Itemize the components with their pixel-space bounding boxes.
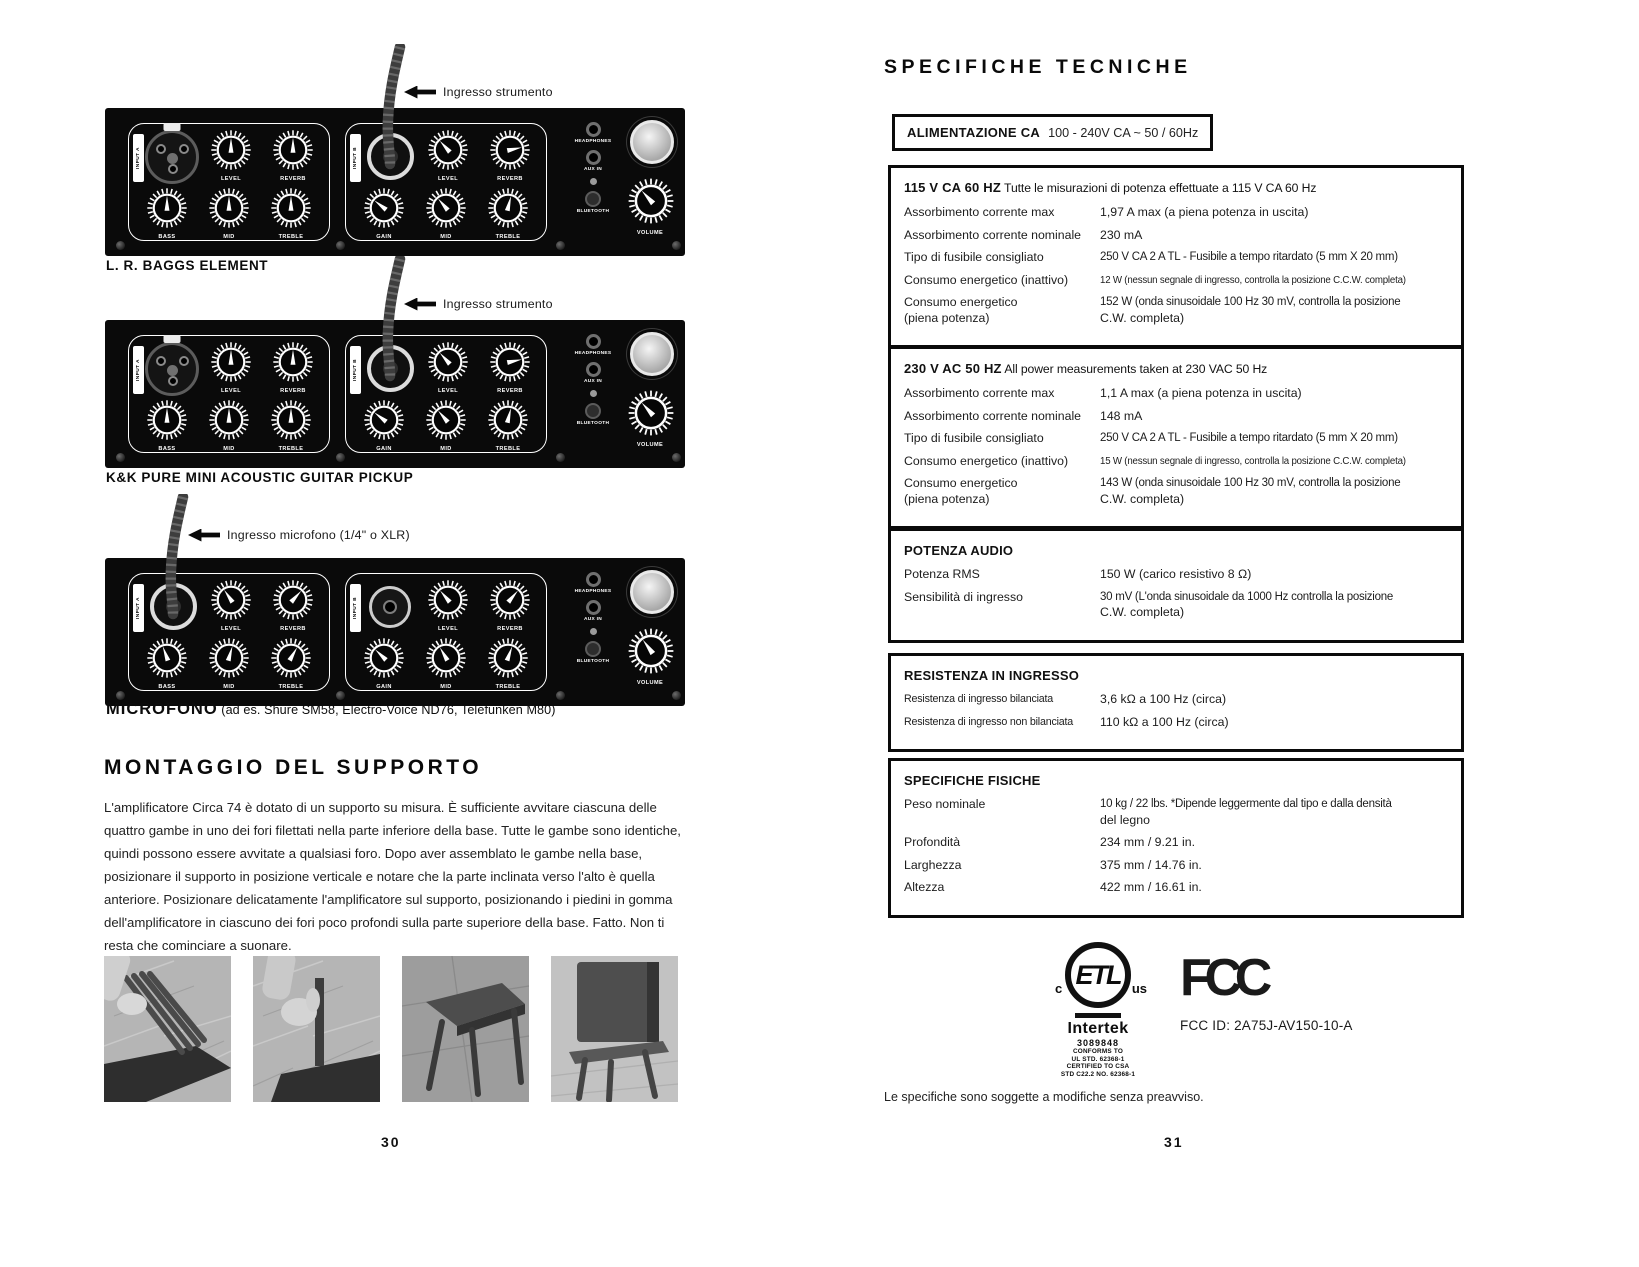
spec-row-label: Resistenza di ingresso bilanciata [904, 693, 1054, 705]
knob-bass [143, 186, 191, 240]
knob-label: MID [223, 684, 235, 690]
annotation-mic-input [188, 528, 410, 542]
spec-row-label: Resistenza di ingresso non bilanciata [904, 715, 1074, 728]
input-channel-label: INPUT B [350, 584, 361, 632]
knob-mid [205, 186, 253, 240]
spec-row-value: 152 W (onda sinusoidale 100 Hz 30 mV, controlla la posizione C.W. completa) [1100, 296, 1401, 325]
power-volume-controls [621, 116, 683, 236]
jack-bore [383, 361, 398, 376]
knob-label: TREBLE [495, 446, 521, 452]
panel-screw [116, 241, 125, 250]
spec-row-value: 110 kΩ a 100 Hz (circa) [1100, 714, 1229, 729]
knob-level [424, 128, 472, 182]
knob-mid [205, 398, 253, 452]
input-channel-label: INPUT A [133, 346, 144, 394]
spec-row-value: 250 V CA 2 A TL - Fusibile a tempo ritardato (5 mm X 20 mm) [1100, 251, 1398, 263]
knob-label: REVERB [280, 388, 306, 394]
bluetooth-led [590, 390, 597, 397]
quarter-inch-input-jack [369, 586, 411, 628]
spec-row [904, 205, 1448, 221]
knob-mid [205, 636, 253, 690]
spec-table-heading: POTENZA AUDIO [904, 543, 1014, 558]
input-jack-with-cable [367, 133, 414, 180]
knob-label: GAIN [376, 234, 392, 240]
knob-label: LEVEL [437, 626, 459, 632]
spec-row-label: Peso nominale [904, 797, 986, 811]
jack-bore [383, 149, 398, 164]
page-number-left: 30 [381, 1134, 401, 1150]
panel-screw [336, 453, 345, 462]
page-title-specifiche: SPECIFICHE TECNICHE [884, 56, 1192, 78]
power-button-light [630, 332, 674, 376]
panel-screw [556, 241, 565, 250]
panel-caption-3: MICROFONO (ad es. Shure SM58, Electro-Voice ND76, Telefunken M80) [106, 700, 556, 718]
jack-bore [383, 600, 397, 614]
spec-table-heading: 230 V AC 50 HZ All power measurements taken at 230 VAC 50 Hz [904, 361, 1268, 376]
headphones-label: HEADPHONES [574, 139, 612, 144]
spec-disclaimer: Le specifiche sono soggette a modifiche senza preavviso. [884, 1090, 1204, 1104]
annotation-instrument-input-2 [404, 297, 553, 311]
panel-caption-1: L. R. BAGGS ELEMENT [106, 258, 269, 273]
spec-row-label: Altezza [904, 880, 945, 894]
panel-screw [116, 453, 125, 462]
panel-screw [116, 691, 125, 700]
spec-table-heading: SPECIFICHE FISICHE [904, 773, 1041, 788]
bluetooth-label: BLUETOOTH [576, 421, 610, 426]
etl-divider [1075, 1013, 1121, 1018]
etl-brand: Intertek [1067, 1020, 1129, 1037]
spec-table-heading: RESISTENZA IN INGRESSO [904, 668, 1080, 683]
knob-label: REVERB [497, 388, 523, 394]
spec-row [904, 273, 1448, 289]
knob-label: MID [440, 684, 452, 690]
knob-label: MID [440, 234, 452, 240]
ac-power-value: 100 - 240V CA ~ 50 / 60Hz [1048, 126, 1199, 140]
jack-center [167, 365, 178, 376]
headphones-label: HEADPHONES [574, 589, 612, 594]
spec-row [904, 431, 1448, 447]
page-number-right: 31 [1164, 1134, 1184, 1150]
annotation-label: Ingresso microfono (1/4" o XLR) [227, 528, 410, 542]
knob-level [424, 340, 472, 394]
knob-label: TREBLE [495, 234, 521, 240]
knob-reverb [269, 340, 317, 394]
knob-label: MID [223, 234, 235, 240]
knob-gain [360, 636, 408, 690]
aux-controls [563, 122, 623, 220]
aux-in-jack [586, 600, 601, 615]
knob-label: TREBLE [495, 684, 521, 690]
input-jack-with-cable [150, 583, 197, 630]
amp-panel-microphone [105, 558, 685, 706]
xlr-pin-hole [156, 356, 166, 366]
spec-row-value: 230 mA [1100, 227, 1143, 242]
spec-row-value: 1,1 A max (a piena potenza in uscita) [1100, 386, 1302, 400]
knob-label: BASS [158, 684, 176, 690]
knob-reverb [269, 578, 317, 632]
headphones-label: HEADPHONES [574, 351, 612, 356]
spec-row-label: Profondità [904, 835, 961, 849]
knob-mid [422, 186, 470, 240]
spec-row-label: Larghezza [904, 857, 962, 872]
etl-logo-icon: ETL c us [1065, 942, 1131, 1008]
fcc-id-text: FCC ID: 2A75J-AV150-10-A [1180, 1018, 1353, 1033]
channel-group-b [345, 123, 547, 241]
power-button-light [630, 120, 674, 164]
etl-standards-text [1040, 1048, 1156, 1078]
spec-row [904, 880, 1448, 896]
aux-controls [563, 572, 623, 670]
spec-row [904, 567, 1448, 583]
knob-label: BASS [158, 446, 176, 452]
panel-caption-2: K&K PURE MINI ACOUSTIC GUITAR PICKUP [106, 470, 414, 485]
knob-label: GAIN [376, 684, 392, 690]
knob-label: MID [440, 446, 452, 452]
spec-row [904, 250, 1448, 266]
knob-treble [267, 398, 315, 452]
power-button-light [630, 570, 674, 614]
spec-row [904, 409, 1448, 425]
spec-table-115v [888, 165, 1464, 348]
aux-in-label: AUX IN [583, 167, 603, 172]
spec-row-label: Consumo energetico (piena potenza) [904, 295, 1018, 325]
left-arrow-icon [404, 298, 436, 311]
aux-controls [563, 334, 623, 432]
knob-label: VOLUME [636, 442, 664, 448]
panel-screw [556, 453, 565, 462]
bluetooth-led [590, 178, 597, 185]
knob-treble [267, 636, 315, 690]
bluetooth-button [585, 641, 601, 657]
knob-bass [143, 636, 191, 690]
knob-bass [143, 398, 191, 452]
assembly-photo-3 [402, 956, 529, 1102]
fcc-certification [1180, 949, 1440, 1033]
spec-row [904, 476, 1448, 507]
spec-row [904, 797, 1448, 828]
knob-label: VOLUME [636, 230, 664, 236]
knob-reverb [269, 128, 317, 182]
knob-label: GAIN [376, 446, 392, 452]
annotation-instrument-input-1 [404, 85, 553, 99]
spec-row-value: 10 kg / 22 lbs. *Dipende leggermente dal tipo e dalla densità del legno [1100, 798, 1392, 827]
knob-label: TREBLE [278, 446, 304, 452]
headphones-jack [586, 122, 601, 137]
power-volume-controls [621, 566, 683, 686]
bluetooth-button [585, 403, 601, 419]
spec-row [904, 228, 1448, 244]
spec-row-value: 1,97 A max (a piena potenza in uscita) [1100, 205, 1309, 219]
spec-row-value: 422 mm / 16.61 in. [1100, 880, 1202, 894]
knob-gain [360, 186, 408, 240]
montaggio-paragraph: L'amplificatore Circa 74 è dotato di un supporto su misura. È sufficiente avvitare ciascuna delle quattro gambe in uno dei fori filettati nella parte inferiore della base. Tutte le gambe sono identiche, quindi possono essere avvitate a qualsiasi foro. Dopo aver assemblato le gambe nella base, posizionare il supporto in posizione verticale e notare che la parte inclinata verso l'alto è quella anteriore. Posizionare delicatamente l'amplificatore sul supporto, posizionando i piedini in gomma dell'amplificatore in ciascuno dei fori poco profondi sulla parte superiore della base. Fatto. Non ti resta che cominciare a suonare. [104, 800, 681, 953]
knob-volume [626, 176, 674, 236]
spec-row-label: Consumo energetico (inattivo) [904, 453, 1069, 468]
panel-screw [556, 691, 565, 700]
spec-table-230v [888, 346, 1464, 529]
ac-power-box [892, 114, 1213, 151]
knob-reverb [486, 128, 534, 182]
spec-row-value: 3,6 kΩ a 100 Hz (circa) [1100, 692, 1227, 706]
spec-row-label: Tipo di fusibile consigliato [904, 431, 1044, 445]
knob-label: BASS [158, 234, 176, 240]
etl-standard-line: CERTIFIED TO CSA [1066, 1063, 1130, 1071]
headphones-jack [586, 334, 601, 349]
assembly-photo-2 [253, 956, 380, 1102]
input-channel-label: INPUT A [133, 584, 144, 632]
channel-group-a [128, 573, 330, 691]
spec-row-label: Assorbimento corrente max [904, 386, 1055, 400]
knob-label: TREBLE [278, 234, 304, 240]
spec-row-value: 250 V CA 2 A TL - Fusibile a tempo ritardato (5 mm X 20 mm) [1100, 432, 1398, 444]
etl-standard-line: STD C22.2 NO. 62368-1 [1060, 1070, 1136, 1078]
spec-row-value: 150 W (carico resistivo 8 Ω) [1100, 567, 1252, 581]
aux-in-label: AUX IN [583, 379, 603, 384]
jack-latch [164, 123, 181, 131]
spec-row [904, 835, 1448, 851]
xlr-pin-hole [168, 164, 178, 174]
panel-screw [672, 453, 681, 462]
spec-row-value: 375 mm / 14.76 in. [1100, 857, 1202, 872]
spec-table-specifiche-fisiche [888, 758, 1464, 918]
spec-table-heading: 115 V CA 60 HZ Tutte le misurazioni di potenza effettuate a 115 V CA 60 Hz [904, 180, 1317, 195]
panel-screw [336, 241, 345, 250]
knob-treble [267, 186, 315, 240]
aux-in-label: AUX IN [583, 617, 603, 622]
spec-row [904, 295, 1448, 326]
headphones-jack [586, 572, 601, 587]
xlr-pin-hole [156, 144, 166, 154]
section-title-montaggio: MONTAGGIO DEL SUPPORTO [104, 756, 483, 779]
knob-mid [422, 398, 470, 452]
ac-power-label: ALIMENTAZIONE CA [907, 125, 1041, 140]
knob-label: REVERB [280, 176, 306, 182]
aux-in-jack [586, 362, 601, 377]
jack-center [167, 153, 178, 164]
knob-label: REVERB [280, 626, 306, 632]
etl-certification-mark [1040, 942, 1156, 1078]
spec-row [904, 454, 1448, 470]
channel-group-a [128, 123, 330, 241]
amp-panel-lr-baggs [105, 108, 685, 256]
knob-label: LEVEL [437, 388, 459, 394]
spec-row-value: 15 W (nessun segnale di ingresso, controlla la posizione C.C.W. completa) [1100, 455, 1406, 467]
spec-row-label: Assorbimento corrente max [904, 205, 1055, 219]
spec-row-label: Potenza RMS [904, 567, 980, 581]
knob-label: LEVEL [220, 176, 242, 182]
knob-label: VOLUME [636, 680, 664, 686]
channel-group-a [128, 335, 330, 453]
jack-bore [166, 599, 181, 614]
spec-row-label: Consumo energetico (inattivo) [904, 272, 1069, 287]
spec-row-label: Assorbimento corrente nominale [904, 227, 1082, 242]
knob-treble [484, 398, 532, 452]
spec-row-value: 143 W (onda sinusoidale 100 Hz 30 mV, controlla la posizione C.W. completa) [1100, 477, 1401, 506]
spec-row-value: 12 W (nessun segnale di ingresso, controlla la posizione C.C.W. completa) [1100, 274, 1406, 286]
spec-row [904, 386, 1448, 402]
spec-table-resistenza-ingresso [888, 653, 1464, 752]
assembly-photos [104, 956, 686, 1102]
spec-row [904, 715, 1448, 731]
xlr-pin-hole [179, 356, 189, 366]
bluetooth-label: BLUETOOTH [576, 659, 610, 664]
knob-label: REVERB [497, 626, 523, 632]
knob-level [207, 128, 255, 182]
fcc-logo-icon: FCC [1180, 949, 1266, 1007]
knob-label: LEVEL [220, 626, 242, 632]
xlr-pin-hole [179, 144, 189, 154]
power-volume-controls [621, 328, 683, 448]
panel-screw [336, 691, 345, 700]
spec-row [904, 858, 1448, 874]
knob-volume [626, 626, 674, 686]
annotation-label: Ingresso strumento [443, 297, 553, 311]
panel-screw [672, 691, 681, 700]
spec-row-value: 148 mA [1100, 408, 1143, 423]
panel-screw [672, 241, 681, 250]
channel-group-b [345, 335, 547, 453]
spec-row [904, 692, 1448, 708]
spec-row-value: 234 mm / 9.21 in. [1100, 835, 1196, 849]
bluetooth-led [590, 628, 597, 635]
spec-row-label: Tipo di fusibile consigliato [904, 250, 1044, 264]
assembly-photo-1 [104, 956, 231, 1102]
spec-table-potenza-audio [888, 528, 1464, 643]
assembly-photo-4 [551, 956, 678, 1102]
amp-panel-kk-pure-mini [105, 320, 685, 468]
knob-volume [626, 388, 674, 448]
input-channel-label: INPUT B [350, 346, 361, 394]
etl-listing-number: 3089848 [1076, 1038, 1120, 1048]
knob-label: LEVEL [220, 388, 242, 394]
spec-row-label: Sensibilità di ingresso [904, 589, 1023, 604]
jack-latch [164, 335, 181, 343]
spec-row-label: Assorbimento corrente nominale [904, 408, 1082, 423]
spec-row-label: Consumo energetico (piena potenza) [904, 476, 1018, 506]
knob-reverb [486, 578, 534, 632]
annotation-label: Ingresso strumento [443, 85, 553, 99]
knob-treble [484, 186, 532, 240]
xlr-combo-input-jack [145, 130, 199, 184]
input-channel-label: INPUT A [133, 134, 144, 182]
knob-level [424, 578, 472, 632]
spec-row-value: 30 mV (L'onda sinusoidale da 1000 Hz controlla la posizione C.W. completa) [1100, 590, 1394, 619]
aux-in-jack [586, 150, 601, 165]
channel-group-b [345, 573, 547, 691]
input-channel-label: INPUT B [350, 134, 361, 182]
knob-treble [484, 636, 532, 690]
knob-label: LEVEL [437, 176, 459, 182]
knob-level [207, 340, 255, 394]
knob-level [207, 578, 255, 632]
knob-label: REVERB [497, 176, 523, 182]
etl-standard-line: CONFORMS TO [1072, 1048, 1123, 1055]
left-arrow-icon [188, 529, 220, 542]
spec-row [904, 590, 1448, 621]
bluetooth-label: BLUETOOTH [576, 209, 610, 214]
knob-gain [360, 398, 408, 452]
bluetooth-button [585, 191, 601, 207]
etl-standard-line: UL STD. 62368-1 [1071, 1055, 1125, 1063]
input-jack-with-cable [367, 345, 414, 392]
xlr-pin-hole [168, 376, 178, 386]
knob-reverb [486, 340, 534, 394]
xlr-combo-input-jack [145, 342, 199, 396]
knob-label: MID [223, 446, 235, 452]
left-arrow-icon [404, 86, 436, 99]
knob-mid [422, 636, 470, 690]
knob-label: TREBLE [278, 684, 304, 690]
